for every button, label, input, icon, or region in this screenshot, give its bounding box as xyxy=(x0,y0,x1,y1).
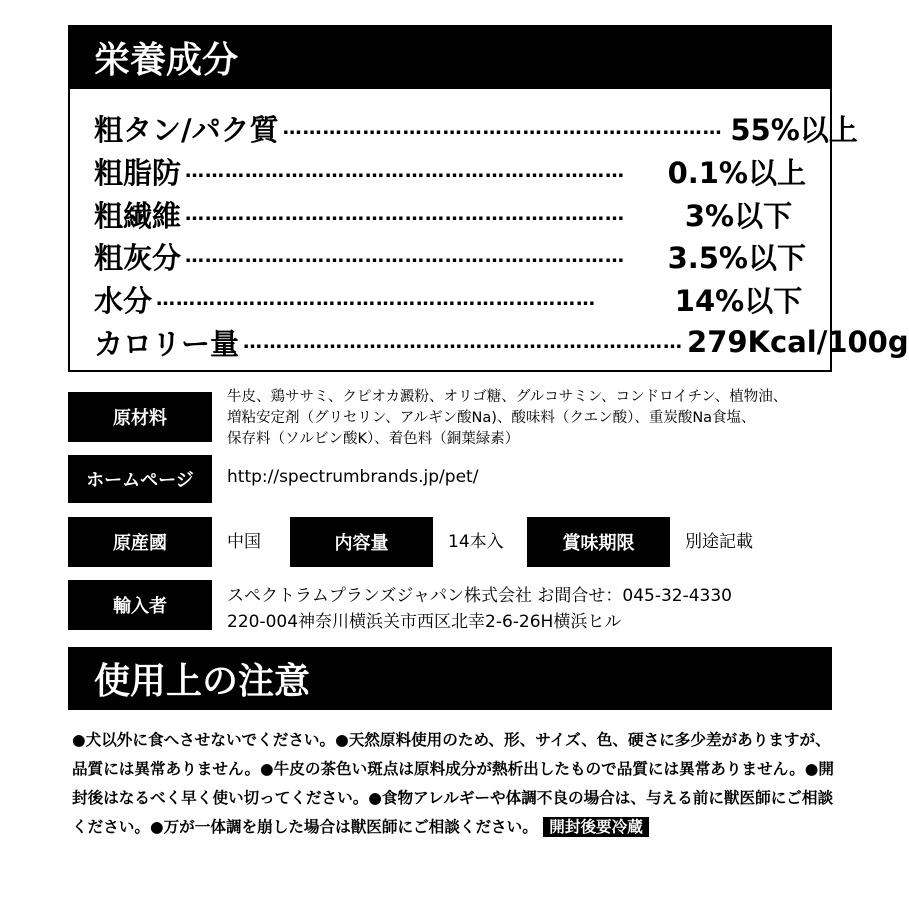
content-value: 14本入 xyxy=(448,532,504,552)
homepage-label: ホームページ xyxy=(68,455,212,503)
nutrition-header xyxy=(68,25,832,89)
caution-header xyxy=(68,647,832,710)
homepage-url[interactable]: http://spectrumbrands.jp/pet/ xyxy=(227,467,479,487)
nutrition-row xyxy=(94,278,806,320)
refrigerate-badge: 開封後要冷蔵 xyxy=(543,817,649,837)
nutrient-value: 3.5%以下 xyxy=(667,240,806,275)
importer-line: スペクトラムプランズジャパン株式会社 お間合せ：045-32-4330 xyxy=(227,586,732,606)
caution-title: 使用上の注意 xyxy=(94,661,311,702)
expiry-label: 賞味期限 xyxy=(527,517,670,567)
nutrition-row xyxy=(94,321,909,363)
importer-text xyxy=(227,583,732,635)
origin-value: 中国 xyxy=(227,532,261,552)
leader-dots: ………………………………………………………… xyxy=(156,288,597,310)
leader-dots: ………………………………………………………… xyxy=(243,331,684,353)
nutrient-label: 粗灰分 xyxy=(94,240,182,275)
nutrient-value: 3%以下 xyxy=(684,198,793,233)
nutrition-table xyxy=(68,89,909,372)
nutrient-label: 粗繊維 xyxy=(94,198,182,233)
nutrient-value: 55%以上 xyxy=(730,112,858,147)
nutrient-value: 14%以下 xyxy=(674,283,803,318)
leader-dots: ………………………………………………………… xyxy=(185,160,626,182)
leader-dots: ………………………………………………………… xyxy=(185,203,626,225)
origin-label: 原産國 xyxy=(68,517,212,567)
ingredients-text xyxy=(227,387,787,450)
nutrition-title: 栄養成分 xyxy=(94,39,239,81)
importer-line: 220-004神奈川横浜关市西区北幸2-6-26H横浜ヒル xyxy=(227,612,622,632)
caution-text xyxy=(72,726,842,842)
expiry-value: 別途記載 xyxy=(685,532,753,552)
nutrient-value: 0.1%以上 xyxy=(667,155,806,190)
caution-body: ●犬以外に食へさせないでください。●天然原料使用のため、形、サイズ、色、硬さに多少差がありますが、品質には異常ありません。●牛皮の茶色い斑点は原料成分が熱析出したもので品質には異常ありません。●開封後はなるべく早く使い切ってください。●食物アレルギーや体調不良の場合は、与える前に獣医師にご相談ください。●万が一体調を崩した場合は獣医師にご相談ください。 xyxy=(72,731,834,836)
nutrition-row xyxy=(94,235,806,277)
nutrition-row xyxy=(94,150,806,192)
ingredients-line: 増粘安定剤（グリセリン、アルギン酸Na)、酸味料（クエン酸）、重炭酸Na食塩、 xyxy=(227,410,756,426)
content-label: 内容量 xyxy=(290,517,433,567)
nutrition-row xyxy=(94,107,858,149)
ingredients-line: 保存料（ソルビン酸K）、着色料（銅葉緑素） xyxy=(227,431,520,447)
nutrient-label: 粗タン/パク質 xyxy=(94,112,279,147)
nutrition-row xyxy=(94,193,806,235)
nutrient-label: カロリー量 xyxy=(94,326,240,361)
nutrient-label: 水分 xyxy=(94,283,153,318)
leader-dots: ………………………………………………………… xyxy=(185,245,626,267)
nutrient-label: 粗脂防 xyxy=(94,155,182,190)
leader-dots: ………………………………………………………… xyxy=(282,117,723,139)
ingredients-label: 原材料 xyxy=(68,392,212,442)
ingredients-line: 牛皮、鶏ササミ、クピオカ澱粉、オリゴ糖、グルコサミン、コンドロイチン、植物油、 xyxy=(227,389,788,405)
nutrient-value: 279Kcal/100g xyxy=(687,325,909,359)
importer-label: 輸入者 xyxy=(68,580,212,630)
